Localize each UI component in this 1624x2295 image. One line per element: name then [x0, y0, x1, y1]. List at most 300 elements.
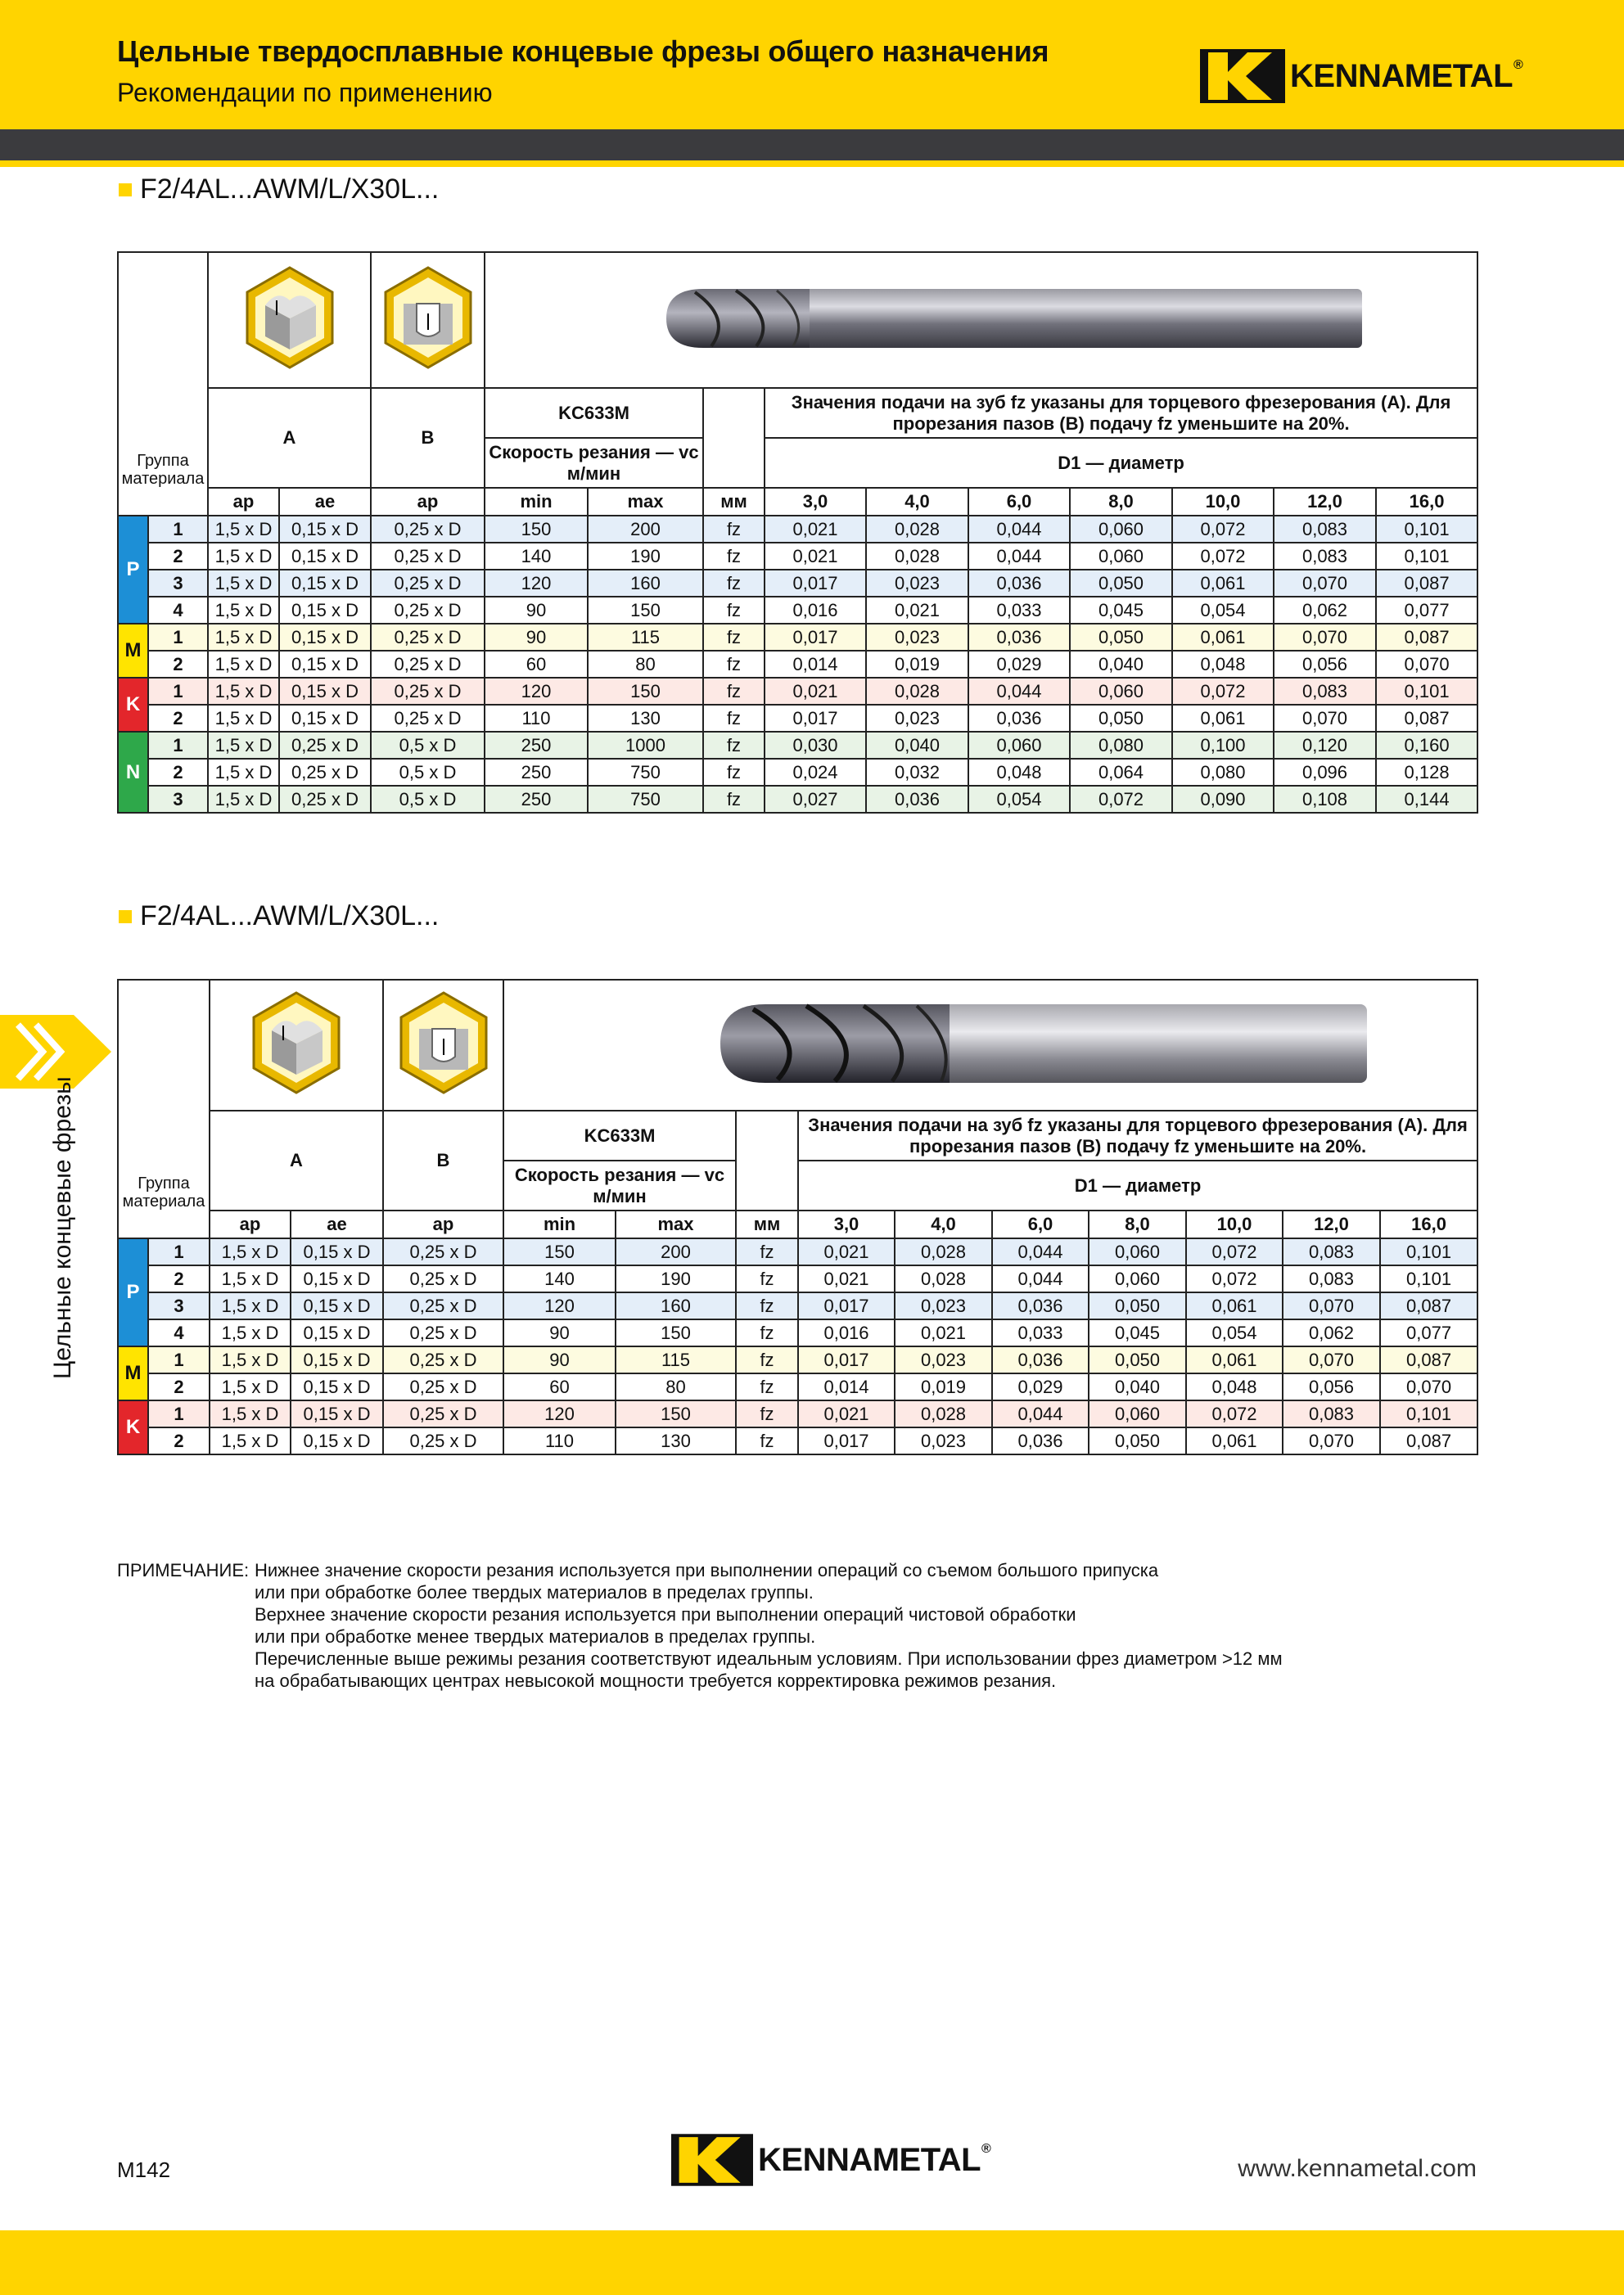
ball-nose-end-mill-image — [589, 273, 1374, 363]
feed-value-cell: 0,061 — [1172, 624, 1274, 651]
vc-min-cell: 250 — [485, 786, 588, 813]
feed-value-cell: 0,033 — [968, 597, 1070, 624]
feed-value-cell: 0,060 — [1070, 516, 1172, 543]
feed-value-cell: 0,087 — [1380, 1427, 1477, 1454]
feed-value-cell: 0,019 — [895, 1373, 992, 1400]
ae-cell: 0,15 x D — [279, 516, 371, 543]
ap-cell: 1,5 x D — [210, 1400, 291, 1427]
group-header-bottom — [118, 1211, 210, 1238]
ap-cell: 1,5 x D — [208, 651, 279, 678]
subgroup-cell: 2 — [148, 651, 208, 678]
vc-min-cell: 120 — [503, 1292, 616, 1319]
feed-value-cell: 0,070 — [1283, 1346, 1380, 1373]
feed-value-cell: 0,083 — [1283, 1265, 1380, 1292]
feed-value-cell: 0,036 — [992, 1427, 1089, 1454]
feed-value-cell: 0,028 — [895, 1400, 992, 1427]
feed-value-cell: 0,070 — [1283, 1292, 1380, 1319]
feed-value-cell: 0,040 — [1070, 651, 1172, 678]
ap-cell: 1,5 x D — [208, 516, 279, 543]
ap-cell: 1,5 x D — [208, 597, 279, 624]
subgroup-cell: 3 — [148, 1292, 210, 1319]
feed-value-cell: 0,072 — [1186, 1265, 1283, 1292]
face-milling-icon — [247, 990, 345, 1096]
material-group-m: M — [118, 624, 148, 678]
face-milling-icon — [241, 264, 339, 371]
feed-value-cell: 0,070 — [1274, 624, 1376, 651]
feed-value-cell: 0,033 — [992, 1319, 1089, 1346]
tool-image-cell — [485, 252, 1477, 388]
feed-value-cell: 0,045 — [1070, 597, 1172, 624]
group-header-bottom — [118, 488, 208, 516]
fz-cell: fz — [736, 1292, 798, 1319]
feed-value-cell: 0,017 — [798, 1427, 895, 1454]
subgroup-cell: 1 — [148, 678, 208, 705]
vc-min-cell: 250 — [485, 732, 588, 759]
fz-cell: fz — [736, 1400, 798, 1427]
ap2-header: ap — [383, 1211, 503, 1238]
diameter-header: D1 — диаметр — [798, 1161, 1477, 1211]
vc-max-cell: 190 — [588, 543, 703, 570]
col-b-header: B — [371, 388, 485, 488]
feed-value-cell: 0,101 — [1380, 1265, 1477, 1292]
ap2-header: ap — [371, 488, 485, 516]
op-b-image-cell — [383, 980, 503, 1111]
ae-cell: 0,15 x D — [291, 1238, 383, 1265]
vc-max-cell: 80 — [616, 1373, 736, 1400]
vc-min-cell: 140 — [503, 1265, 616, 1292]
feed-value-cell: 0,048 — [1186, 1373, 1283, 1400]
subgroup-cell: 1 — [148, 1346, 210, 1373]
mm-header-spacer — [736, 1111, 798, 1211]
feed-value-cell: 0,050 — [1089, 1346, 1186, 1373]
vc-min-cell: 120 — [503, 1400, 616, 1427]
subgroup-cell: 2 — [148, 759, 208, 786]
feed-value-cell: 0,021 — [765, 516, 866, 543]
col-a-header: A — [208, 388, 371, 488]
diameter-16-header: 16,0 — [1376, 488, 1477, 516]
yellow-square-icon — [119, 910, 132, 923]
ap2-cell: 0,25 x D — [371, 570, 485, 597]
column-header-row — [118, 488, 1477, 516]
feed-value-cell: 0,077 — [1380, 1319, 1477, 1346]
footnote-label: ПРИМЕЧАНИЕ: — [117, 1560, 250, 1580]
ap2-cell: 0,5 x D — [371, 732, 485, 759]
feed-value-cell: 0,028 — [866, 543, 968, 570]
feed-value-cell: 0,021 — [866, 597, 968, 624]
ap-cell: 1,5 x D — [208, 570, 279, 597]
vc-min-cell: 120 — [485, 678, 588, 705]
footnote-lines — [255, 1559, 1283, 1692]
table-row — [118, 624, 1477, 651]
subgroup-cell: 1 — [148, 624, 208, 651]
speed-header: Скорость резания — vc м/мин — [485, 438, 703, 488]
fz-cell: fz — [736, 1319, 798, 1346]
page-number: M142 — [117, 2157, 171, 2182]
feed-value-cell: 0,061 — [1172, 570, 1274, 597]
table-row — [118, 1292, 1477, 1319]
vc-max-cell: 750 — [588, 759, 703, 786]
vc-min-cell: 110 — [503, 1427, 616, 1454]
fz-cell: fz — [703, 543, 765, 570]
diameter-12-header: 12,0 — [1283, 1211, 1380, 1238]
feed-value-cell: 0,019 — [866, 651, 968, 678]
table-row — [118, 1265, 1477, 1292]
website-link[interactable]: www.kennametal.com — [1238, 2155, 1477, 2182]
header-logo — [1200, 49, 1522, 103]
ap2-cell: 0,5 x D — [371, 786, 485, 813]
section-1-title-text: F2/4AL...AWM/L/X30L... — [140, 174, 440, 205]
subgroup-cell: 1 — [148, 1238, 210, 1265]
feed-value-cell: 0,060 — [1089, 1238, 1186, 1265]
ap2-cell: 0,25 x D — [383, 1292, 503, 1319]
feed-value-cell: 0,044 — [992, 1265, 1089, 1292]
ap2-cell: 0,25 x D — [371, 516, 485, 543]
fz-cell: fz — [703, 705, 765, 732]
vc-max-cell: 130 — [588, 705, 703, 732]
fz-cell: fz — [703, 516, 765, 543]
feed-value-cell: 0,036 — [992, 1292, 1089, 1319]
vc-max-cell: 750 — [588, 786, 703, 813]
ap2-cell: 0,25 x D — [383, 1265, 503, 1292]
footer-brand-name: KENNAMETAL — [758, 2141, 981, 2178]
kennametal-k-logo-icon — [671, 2134, 753, 2186]
footnote-line: Перечисленные выше режимы резания соответствуют идеальным условиям. При использовании фрез диаметром >12 мм — [255, 1648, 1283, 1669]
vc-max-cell: 160 — [588, 570, 703, 597]
ae-cell: 0,15 x D — [291, 1265, 383, 1292]
feed-value-cell: 0,083 — [1274, 678, 1376, 705]
table-row — [118, 1319, 1477, 1346]
feed-value-cell: 0,077 — [1376, 597, 1477, 624]
min-header: min — [503, 1211, 616, 1238]
feed-value-cell: 0,028 — [895, 1265, 992, 1292]
vc-min-cell: 90 — [503, 1346, 616, 1373]
header-yellow-line — [0, 160, 1624, 167]
ap2-cell: 0,25 x D — [383, 1238, 503, 1265]
ae-cell: 0,15 x D — [291, 1292, 383, 1319]
op-a-image-cell — [210, 980, 383, 1111]
fz-cell: fz — [703, 732, 765, 759]
feed-value-cell: 0,060 — [1089, 1400, 1186, 1427]
feed-value-cell: 0,023 — [895, 1346, 992, 1373]
feed-value-cell: 0,087 — [1376, 570, 1477, 597]
feed-value-cell: 0,070 — [1274, 570, 1376, 597]
material-group-p: P — [118, 1238, 148, 1346]
feed-value-cell: 0,016 — [798, 1319, 895, 1346]
vc-max-cell: 115 — [588, 624, 703, 651]
vc-max-cell: 115 — [616, 1346, 736, 1373]
feed-value-cell: 0,044 — [992, 1400, 1089, 1427]
feed-value-cell: 0,050 — [1070, 624, 1172, 651]
ae-cell: 0,15 x D — [291, 1319, 383, 1346]
feed-value-cell: 0,023 — [866, 705, 968, 732]
ap2-cell: 0,25 x D — [371, 624, 485, 651]
yellow-square-icon — [119, 183, 132, 196]
feed-value-cell: 0,090 — [1172, 786, 1274, 813]
feed-value-cell: 0,083 — [1283, 1400, 1380, 1427]
footer-yellow-band — [0, 2230, 1624, 2295]
fz-cell: fz — [736, 1427, 798, 1454]
ap2-cell: 0,25 x D — [371, 543, 485, 570]
material-group-n: N — [118, 732, 148, 813]
feed-value-cell: 0,050 — [1070, 705, 1172, 732]
section-2-title-text: F2/4AL...AWM/L/X30L... — [140, 900, 440, 931]
vc-max-cell: 150 — [588, 597, 703, 624]
feed-value-cell: 0,083 — [1274, 543, 1376, 570]
ap-cell: 1,5 x D — [208, 759, 279, 786]
header-brand-name: KENNAMETAL — [1290, 57, 1513, 94]
feed-value-cell: 0,060 — [1070, 678, 1172, 705]
feed-value-cell: 0,023 — [895, 1427, 992, 1454]
feed-value-cell: 0,017 — [765, 705, 866, 732]
feed-value-cell: 0,017 — [798, 1292, 895, 1319]
vc-min-cell: 140 — [485, 543, 588, 570]
footnote-line: или при обработке более твердых материалов в пределах группы. — [255, 1582, 814, 1603]
diameter-4-header: 4,0 — [895, 1211, 992, 1238]
feed-value-cell: 0,023 — [866, 570, 968, 597]
section-1-title — [119, 174, 439, 205]
footnote-line: или при обработке менее твердых материалов в пределах группы. — [255, 1626, 816, 1647]
feed-value-cell: 0,072 — [1172, 543, 1274, 570]
footer-brand-text: KENNAMETAL® — [758, 2141, 991, 2178]
ap-cell: 1,5 x D — [208, 624, 279, 651]
fz-cell: fz — [703, 678, 765, 705]
subgroup-cell: 2 — [148, 1265, 210, 1292]
feed-value-cell: 0,056 — [1274, 651, 1376, 678]
vc-min-cell: 250 — [485, 759, 588, 786]
feed-value-cell: 0,120 — [1274, 732, 1376, 759]
feed-value-cell: 0,101 — [1380, 1400, 1477, 1427]
col-a-header: A — [210, 1111, 383, 1211]
table-row — [118, 651, 1477, 678]
table-row — [118, 1427, 1477, 1454]
feed-value-cell: 0,036 — [866, 786, 968, 813]
material-group-k: K — [118, 1400, 148, 1454]
feed-value-cell: 0,060 — [968, 732, 1070, 759]
feed-value-cell: 0,072 — [1070, 786, 1172, 813]
ae-cell: 0,15 x D — [291, 1400, 383, 1427]
feed-value-cell: 0,060 — [1070, 543, 1172, 570]
feed-value-cell: 0,096 — [1274, 759, 1376, 786]
feed-value-cell: 0,030 — [765, 732, 866, 759]
ap2-cell: 0,5 x D — [371, 759, 485, 786]
ball-nose-end-mill-image — [598, 990, 1383, 1096]
feed-value-cell: 0,128 — [1376, 759, 1477, 786]
feed-value-cell: 0,045 — [1089, 1319, 1186, 1346]
table-row — [118, 1400, 1477, 1427]
ae-cell: 0,15 x D — [279, 624, 371, 651]
grade-header: KC633M — [485, 388, 703, 438]
feed-value-cell: 0,021 — [765, 678, 866, 705]
diameter-6-header: 6,0 — [968, 488, 1070, 516]
feed-value-cell: 0,048 — [968, 759, 1070, 786]
speed-header: Скорость резания — vc м/мин — [503, 1161, 736, 1211]
table-row — [118, 543, 1477, 570]
fz-cell: fz — [736, 1238, 798, 1265]
feed-value-cell: 0,056 — [1283, 1373, 1380, 1400]
table-row — [118, 759, 1477, 786]
mm-header: мм — [703, 488, 765, 516]
fz-cell: fz — [703, 786, 765, 813]
diameter-10-header: 10,0 — [1172, 488, 1274, 516]
feed-note-header: Значения подачи на зуб fz указаны для торцевого фрезерования (A). Для прорезания пазов (B) подачу fz уменьшите на 20%. — [765, 388, 1477, 438]
fz-cell: fz — [703, 597, 765, 624]
page-header — [0, 0, 1624, 129]
ae-header: ae — [291, 1211, 383, 1238]
feed-value-cell: 0,072 — [1172, 516, 1274, 543]
feed-value-cell: 0,017 — [765, 570, 866, 597]
table-row — [118, 786, 1477, 813]
ap-cell: 1,5 x D — [208, 786, 279, 813]
feed-value-cell: 0,014 — [798, 1373, 895, 1400]
ap2-cell: 0,25 x D — [371, 678, 485, 705]
vc-max-cell: 200 — [588, 516, 703, 543]
fz-cell: fz — [703, 651, 765, 678]
feed-value-cell: 0,108 — [1274, 786, 1376, 813]
feed-value-cell: 0,036 — [992, 1346, 1089, 1373]
feed-value-cell: 0,101 — [1376, 543, 1477, 570]
ap2-cell: 0,25 x D — [371, 705, 485, 732]
diameter-3-header: 3,0 — [798, 1211, 895, 1238]
page-subtitle: Рекомендации по применению — [117, 78, 493, 107]
cutting-data-table-2 — [117, 979, 1478, 1455]
slot-milling-icon — [395, 990, 493, 1096]
feed-value-cell: 0,072 — [1172, 678, 1274, 705]
section-2-title — [119, 900, 439, 932]
subgroup-cell: 2 — [148, 1427, 210, 1454]
mm-header: мм — [736, 1211, 798, 1238]
op-a-image-cell — [208, 252, 371, 388]
col-b-header: B — [383, 1111, 503, 1211]
group-label: Группа материала — [122, 1175, 205, 1211]
ap-cell: 1,5 x D — [208, 678, 279, 705]
subgroup-cell: 1 — [148, 516, 208, 543]
feed-note-header: Значения подачи на зуб fz указаны для торцевого фрезерования (A). Для прорезания пазов (B) подачу fz уменьшите на 20%. — [798, 1111, 1477, 1161]
vc-max-cell: 150 — [616, 1400, 736, 1427]
ap2-cell: 0,25 x D — [371, 597, 485, 624]
op-b-image-cell — [371, 252, 485, 388]
ae-cell: 0,15 x D — [291, 1373, 383, 1400]
material-group-m: M — [118, 1346, 148, 1400]
group-label: Группа материала — [121, 452, 205, 488]
ae-cell: 0,15 x D — [279, 678, 371, 705]
group-header-cell — [118, 980, 210, 1211]
feed-value-cell: 0,036 — [968, 705, 1070, 732]
feed-value-cell: 0,050 — [1070, 570, 1172, 597]
feed-value-cell: 0,070 — [1283, 1427, 1380, 1454]
feed-value-cell: 0,036 — [968, 624, 1070, 651]
cutting-data-table-1 — [117, 251, 1478, 814]
feed-value-cell: 0,029 — [968, 651, 1070, 678]
ap-cell: 1,5 x D — [208, 705, 279, 732]
feed-value-cell: 0,021 — [798, 1238, 895, 1265]
feed-value-cell: 0,064 — [1070, 759, 1172, 786]
feed-value-cell: 0,048 — [1172, 651, 1274, 678]
feed-value-cell: 0,087 — [1380, 1346, 1477, 1373]
vc-max-cell: 130 — [616, 1427, 736, 1454]
table-row — [118, 678, 1477, 705]
subgroup-cell: 2 — [148, 543, 208, 570]
feed-value-cell: 0,028 — [866, 678, 968, 705]
feed-value-cell: 0,080 — [1172, 759, 1274, 786]
diameter-12-header: 12,0 — [1274, 488, 1376, 516]
ae-cell: 0,25 x D — [279, 759, 371, 786]
footnote-line: Верхнее значение скорости резания используется при выполнении операций чистовой обработки — [255, 1604, 1076, 1625]
feed-value-cell: 0,016 — [765, 597, 866, 624]
subgroup-cell: 4 — [148, 597, 208, 624]
feed-value-cell: 0,028 — [895, 1238, 992, 1265]
feed-value-cell: 0,061 — [1186, 1346, 1283, 1373]
ap-cell: 1,5 x D — [210, 1373, 291, 1400]
diameter-8-header: 8,0 — [1070, 488, 1172, 516]
feed-value-cell: 0,062 — [1283, 1319, 1380, 1346]
subgroup-cell: 2 — [148, 1373, 210, 1400]
vc-max-cell: 200 — [616, 1238, 736, 1265]
ae-cell: 0,15 x D — [279, 705, 371, 732]
fz-cell: fz — [736, 1346, 798, 1373]
fz-cell: fz — [703, 570, 765, 597]
subgroup-cell: 4 — [148, 1319, 210, 1346]
vc-min-cell: 150 — [485, 516, 588, 543]
ae-cell: 0,15 x D — [279, 597, 371, 624]
ae-cell: 0,15 x D — [279, 651, 371, 678]
ap-cell: 1,5 x D — [208, 543, 279, 570]
feed-value-cell: 0,023 — [895, 1292, 992, 1319]
feed-value-cell: 0,062 — [1274, 597, 1376, 624]
ae-cell: 0,15 x D — [291, 1346, 383, 1373]
ap-cell: 1,5 x D — [210, 1319, 291, 1346]
fz-cell: fz — [703, 624, 765, 651]
feed-value-cell: 0,160 — [1376, 732, 1477, 759]
table-row — [118, 1346, 1477, 1373]
material-group-k: K — [118, 678, 148, 732]
column-header-row — [118, 1211, 1477, 1238]
vc-max-cell: 80 — [588, 651, 703, 678]
ae-cell: 0,25 x D — [279, 732, 371, 759]
grade-header: KC633M — [503, 1111, 736, 1161]
table-row — [118, 705, 1477, 732]
kennametal-k-logo-icon — [1200, 49, 1285, 103]
feed-value-cell: 0,054 — [1186, 1319, 1283, 1346]
mm-header-spacer — [703, 388, 765, 488]
feed-value-cell: 0,021 — [895, 1319, 992, 1346]
feed-value-cell: 0,044 — [968, 678, 1070, 705]
min-header: min — [485, 488, 588, 516]
vc-min-cell: 90 — [503, 1319, 616, 1346]
table-row — [118, 516, 1477, 543]
max-header: max — [588, 488, 703, 516]
feed-value-cell: 0,017 — [798, 1346, 895, 1373]
vc-min-cell: 60 — [503, 1373, 616, 1400]
feed-value-cell: 0,044 — [968, 516, 1070, 543]
feed-value-cell: 0,144 — [1376, 786, 1477, 813]
feed-value-cell: 0,072 — [1186, 1400, 1283, 1427]
vc-min-cell: 150 — [503, 1238, 616, 1265]
diameter-3-header: 3,0 — [765, 488, 866, 516]
feed-value-cell: 0,044 — [992, 1238, 1089, 1265]
feed-value-cell: 0,061 — [1186, 1292, 1283, 1319]
tool-image-cell — [503, 980, 1477, 1111]
feed-value-cell: 0,070 — [1274, 705, 1376, 732]
ae-cell: 0,15 x D — [279, 570, 371, 597]
feed-value-cell: 0,087 — [1376, 705, 1477, 732]
ae-cell: 0,15 x D — [291, 1427, 383, 1454]
table-row — [118, 570, 1477, 597]
table-row — [118, 732, 1477, 759]
page-title: Цельные твердосплавные концевые фрезы общего назначения — [117, 34, 1049, 68]
footnote — [117, 1559, 1283, 1692]
table-row — [118, 1238, 1477, 1265]
ap-cell: 1,5 x D — [210, 1265, 291, 1292]
